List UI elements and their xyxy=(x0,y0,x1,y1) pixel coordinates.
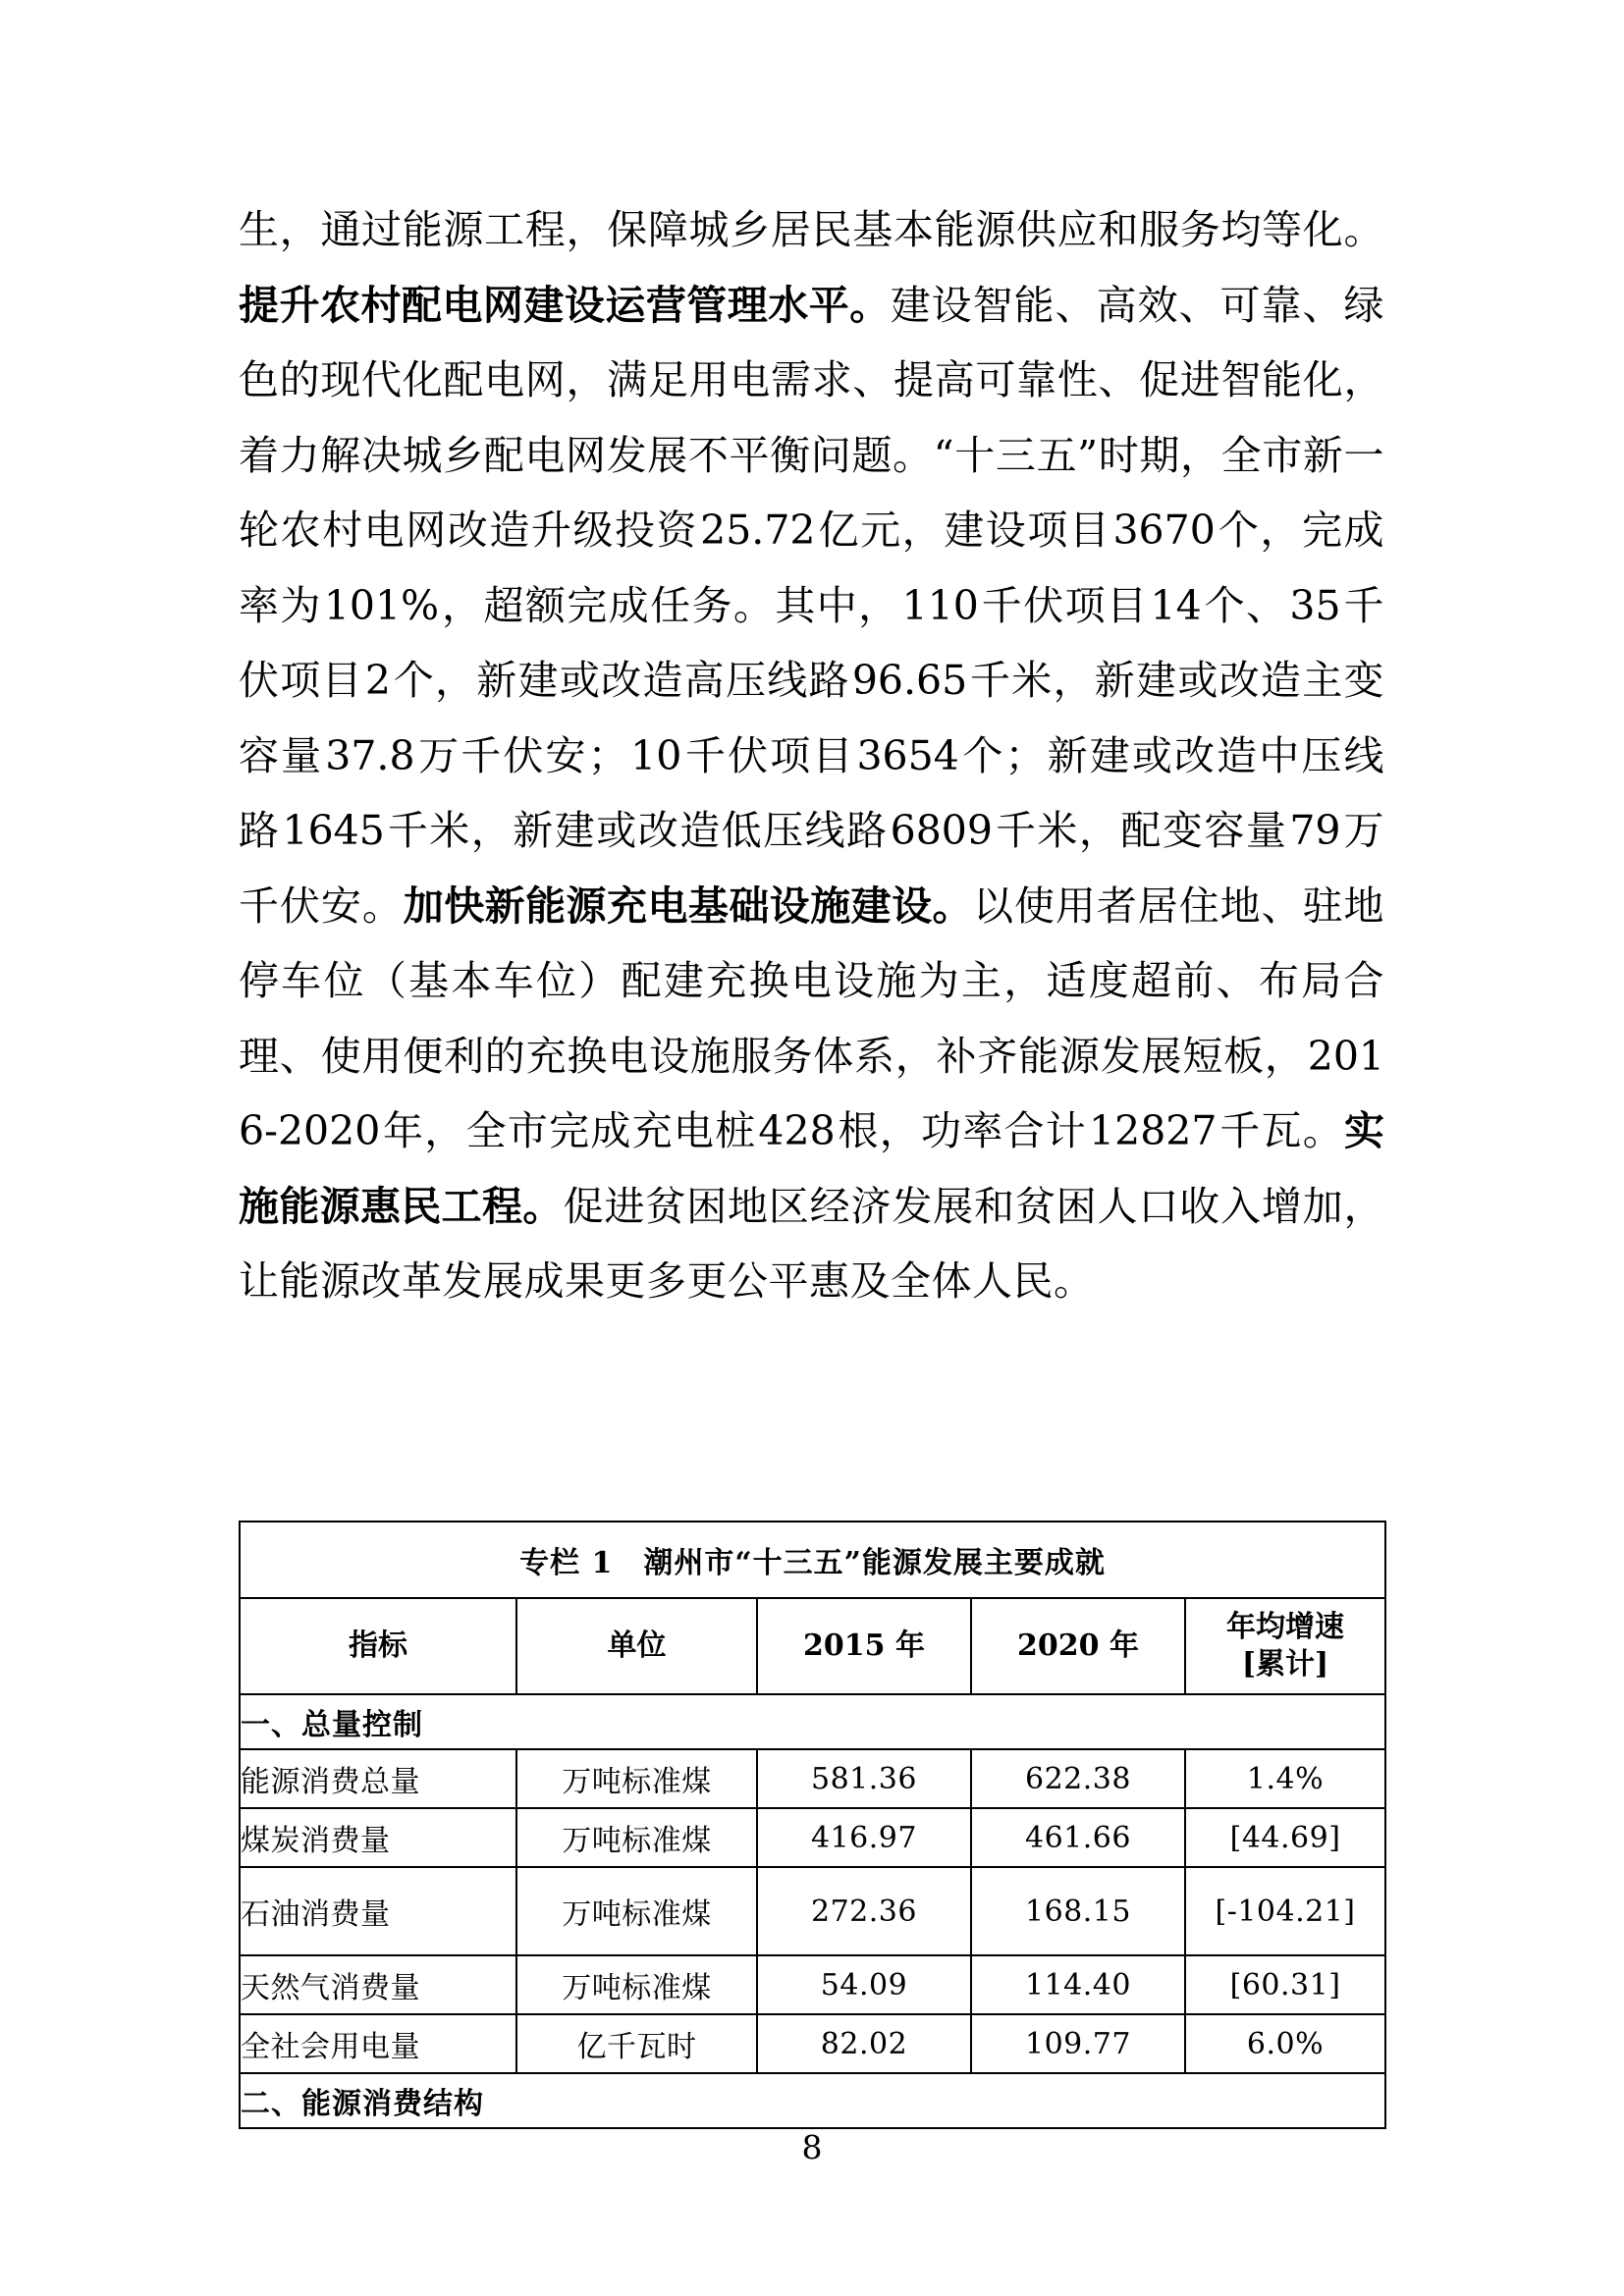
row-value-2015: 416.97 xyxy=(757,1808,971,1867)
paragraph-text-run: ，超额完成任务。其中， xyxy=(441,581,900,629)
paragraph-number-run: 2 xyxy=(364,657,391,704)
table-title: 专栏 1 潮州市“十三五”能源发展主要成就 xyxy=(240,1522,1385,1598)
paragraph-text-run: 千伏项目 xyxy=(683,731,855,779)
paragraph-energy-projects xyxy=(239,192,1384,1319)
paragraph-number-run: 12827 xyxy=(1089,1107,1218,1154)
paragraph-number-run: 79 xyxy=(1289,807,1341,854)
body-text-block xyxy=(239,192,1384,1319)
table-section-row xyxy=(240,2073,1385,2128)
achievements-table xyxy=(239,1521,1386,2129)
column-header-year-2015: 2015 年 xyxy=(757,1598,971,1694)
row-unit: 万吨标准煤 xyxy=(516,1867,757,1955)
row-growth: [60.31] xyxy=(1185,1955,1385,2014)
row-value-2020: 168.15 xyxy=(971,1867,1185,1955)
row-indicator: 天然气消费量 xyxy=(240,1955,516,2014)
paragraph-text-run: 万千伏安。 xyxy=(239,807,1384,930)
table-row xyxy=(240,1867,1385,1955)
paragraph-text-run: 根，功率合计 xyxy=(837,1107,1088,1154)
paragraph-text-run: 促进贫困地区经济发展和贫困人口收入增加，让能源改革发展成果更多更公平惠及全体人民。 xyxy=(239,1182,1385,1305)
paragraph-number-run: 3670 xyxy=(1112,507,1216,554)
paragraph-number-run: 25.72 xyxy=(700,507,816,554)
section-heading-total-control: 一、总量控制 xyxy=(240,1694,1385,1749)
table-row xyxy=(240,1955,1385,2014)
table-row xyxy=(240,2014,1385,2073)
row-growth: 1.4% xyxy=(1185,1749,1385,1808)
paragraph-text-run: 千米，配变容量 xyxy=(994,807,1288,854)
page-number: 8 xyxy=(801,2128,823,2166)
paragraph-text-run: 年，全市完成充电桩 xyxy=(382,1107,757,1154)
paragraph-number-run: 3654 xyxy=(856,731,959,779)
table-title-row xyxy=(240,1522,1385,1598)
row-value-2020: 109.77 xyxy=(971,2014,1185,2073)
row-value-2020: 461.66 xyxy=(971,1808,1185,1867)
paragraph-number-run: 14 xyxy=(1150,581,1202,629)
growth-label-line2: [累计] xyxy=(1241,1647,1329,1682)
row-indicator: 全社会用电量 xyxy=(240,2014,516,2073)
row-unit: 万吨标准煤 xyxy=(516,1749,757,1808)
table-column-1-wrapper xyxy=(239,1521,1384,2129)
row-indicator: 能源消费总量 xyxy=(240,1749,516,1808)
row-growth: [-104.21] xyxy=(1185,1867,1385,1955)
table-row xyxy=(240,1808,1385,1867)
table-header-row xyxy=(240,1598,1385,1694)
row-indicator: 石油消费量 xyxy=(240,1867,516,1955)
paragraph-number-run: 96.65 xyxy=(851,657,968,704)
paragraph-heading-run: 提升农村配电网建设运营管理水平。 xyxy=(239,281,891,329)
paragraph-text-run: 千米，新建或改造主变容量 xyxy=(239,657,1384,779)
paragraph-text-run: 以使用者居住地、驻地停车位（基本车位）配建充换电设施为主，适度超前、布局合理、使用便利的充换电设施服务体系，补齐能源发展短板， xyxy=(239,881,1385,1080)
row-value-2015: 54.09 xyxy=(757,1955,971,2014)
paragraph-text-run: 个、 xyxy=(1203,581,1288,629)
paragraph-number-run: 10 xyxy=(630,731,682,779)
paragraph-heading-run: 加快新能源充电基础设施建设。 xyxy=(403,881,974,930)
paragraph-number-run: 101% xyxy=(323,581,440,629)
row-value-2015: 272.36 xyxy=(757,1867,971,1955)
row-unit: 亿千瓦时 xyxy=(516,2014,757,2073)
paragraph-text-run: 个，完成率为 xyxy=(239,507,1385,629)
paragraph-number-run: 1645 xyxy=(282,807,385,854)
row-indicator: 煤炭消费量 xyxy=(240,1808,516,1867)
row-growth: 6.0% xyxy=(1185,2014,1385,2073)
row-value-2015: 581.36 xyxy=(757,1749,971,1808)
paragraph-text-run: 生，通过能源工程，保障城乡居民基本能源供应和服务均等化。 xyxy=(239,206,1384,253)
table-row xyxy=(240,1749,1385,1808)
row-growth: [44.69] xyxy=(1185,1808,1385,1867)
paragraph-heading-run: 实施能源惠民工程。 xyxy=(239,1107,1385,1230)
paragraph-text-run: 千伏项目 xyxy=(980,581,1149,629)
growth-label-line1: 年均增速 xyxy=(1226,1610,1344,1644)
row-value-2015: 82.02 xyxy=(757,2014,971,2073)
paragraph-number-run: 37.8 xyxy=(325,731,415,779)
section-heading-consumption-structure: 二、能源消费结构 xyxy=(240,2073,1385,2128)
paragraph-text-run: 个；新建或改造中压线路 xyxy=(239,731,1385,854)
row-unit: 万吨标准煤 xyxy=(516,1808,757,1867)
row-value-2020: 114.40 xyxy=(971,1955,1185,2014)
paragraph-number-run: 2016-2020 xyxy=(239,1032,1384,1154)
column-header-indicator: 指标 xyxy=(240,1598,516,1694)
paragraph-text-run: 千米，新建或改造低压线路 xyxy=(386,807,889,854)
column-header-growth xyxy=(1185,1598,1385,1694)
column-header-unit: 单位 xyxy=(516,1598,757,1694)
table-section-row xyxy=(240,1694,1385,1749)
paragraph-text-run: 万千伏安； xyxy=(416,731,629,779)
row-unit: 万吨标准煤 xyxy=(516,1955,757,2014)
paragraph-text-run: 千伏项目 xyxy=(239,581,1385,704)
paragraph-text-run: 建设智能、高效、可靠、绿色的现代化配电网，满足用电需求、提高可靠性、促进智能化，着力解决城乡配电网发展不平衡问题。“十三五”时期，全市新一轮农村电网改造升级投资 xyxy=(239,281,1384,554)
column-header-year-2020: 2020 年 xyxy=(971,1598,1185,1694)
paragraph-number-run: 110 xyxy=(901,581,979,629)
paragraph-number-run: 6809 xyxy=(890,807,993,854)
paragraph-text-run: 千瓦。 xyxy=(1218,1107,1345,1154)
row-value-2020: 622.38 xyxy=(971,1749,1185,1808)
paragraph-number-run: 428 xyxy=(758,1107,836,1154)
paragraph-text-run: 亿元，建设项目 xyxy=(817,507,1111,554)
paragraph-number-run: 35 xyxy=(1289,581,1341,629)
paragraph-text-run: 个，新建或改造高压线路 xyxy=(392,657,850,704)
